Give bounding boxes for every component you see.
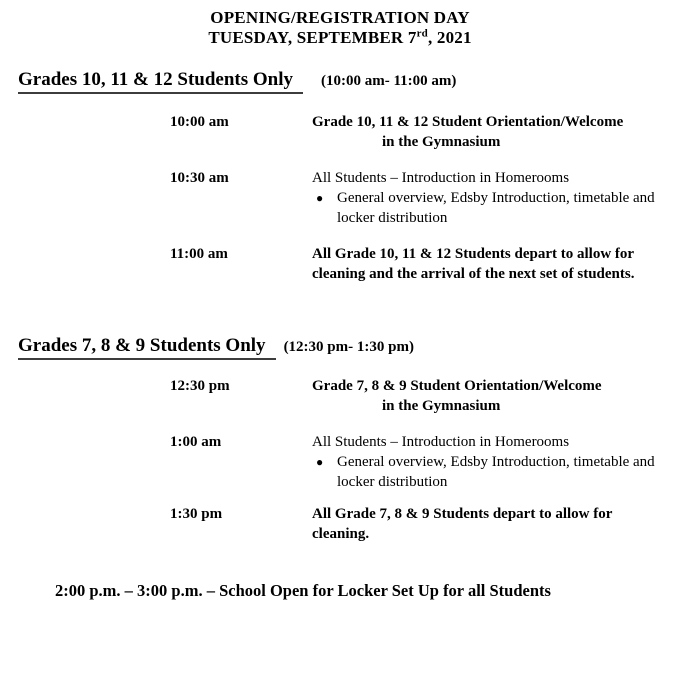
schedule-row (0, 168, 680, 228)
time-label: 10:30 am (170, 170, 229, 186)
description-line: Grade 10, 11 & 12 Student Orientation/Welcome (312, 114, 624, 130)
time-label: 12:30 pm (170, 378, 230, 394)
event-description (312, 244, 664, 284)
title-line-2: TUESDAY, SEPTEMBER 7rd, 2021 (208, 27, 472, 47)
description-line: All Grade 7, 8 & 9 Students depart to allow for cleaning. (312, 506, 613, 542)
bullet-icon: ● (316, 455, 324, 469)
section-header-grades-10-12 (18, 68, 680, 94)
event-description (312, 168, 664, 228)
description-line: Grade 7, 8 & 9 Student Orientation/Welcome (312, 378, 602, 394)
section-time-range: (12:30 pm- 1:30 pm) (283, 339, 414, 355)
time-label: 11:00 am (170, 246, 228, 262)
time-label: 1:00 am (170, 434, 222, 450)
bullet-item (312, 452, 664, 492)
bullet-icon: ● (316, 191, 324, 205)
section-time-range: (10:00 am- 11:00 am) (321, 73, 457, 89)
schedule-row (0, 504, 680, 544)
section-heading: Grades 10, 11 & 12 Students Only (18, 68, 303, 94)
description-line: All Students – Introduction in Homerooms (312, 434, 570, 450)
event-description (312, 376, 664, 416)
description-line: All Students – Introduction in Homerooms (312, 170, 570, 186)
schedule-row (0, 244, 680, 284)
description-line: All Grade 10, 11 & 12 Students depart to allow for cleaning and the arrival of the next set of students. (312, 246, 635, 282)
footer-note: 2:00 p.m. – 3:00 p.m. – School Open for Locker Set Up for all Students (55, 581, 551, 600)
bullet-item (312, 188, 664, 228)
time-label: 1:30 pm (170, 506, 223, 522)
section-header-grades-7-9 (18, 334, 680, 360)
bullet-text: General overview, Edsby Introduction, timetable and locker distribution (337, 190, 655, 226)
event-description (312, 112, 664, 152)
description-line: in the Gymnasium (382, 398, 501, 414)
time-label: 10:00 am (170, 114, 229, 130)
event-description (312, 504, 664, 544)
schedule-row (0, 376, 680, 416)
schedule-row (0, 432, 680, 492)
bullet-text: General overview, Edsby Introduction, timetable and locker distribution (337, 454, 655, 490)
schedule-row (0, 112, 680, 152)
title-line-1: OPENING/REGISTRATION DAY (210, 8, 470, 27)
section-heading: Grades 7, 8 & 9 Students Only (18, 334, 276, 360)
ordinal-superscript: rd (416, 27, 428, 40)
event-description (312, 432, 664, 492)
description-line: in the Gymnasium (382, 134, 501, 150)
page-title (0, 0, 680, 48)
